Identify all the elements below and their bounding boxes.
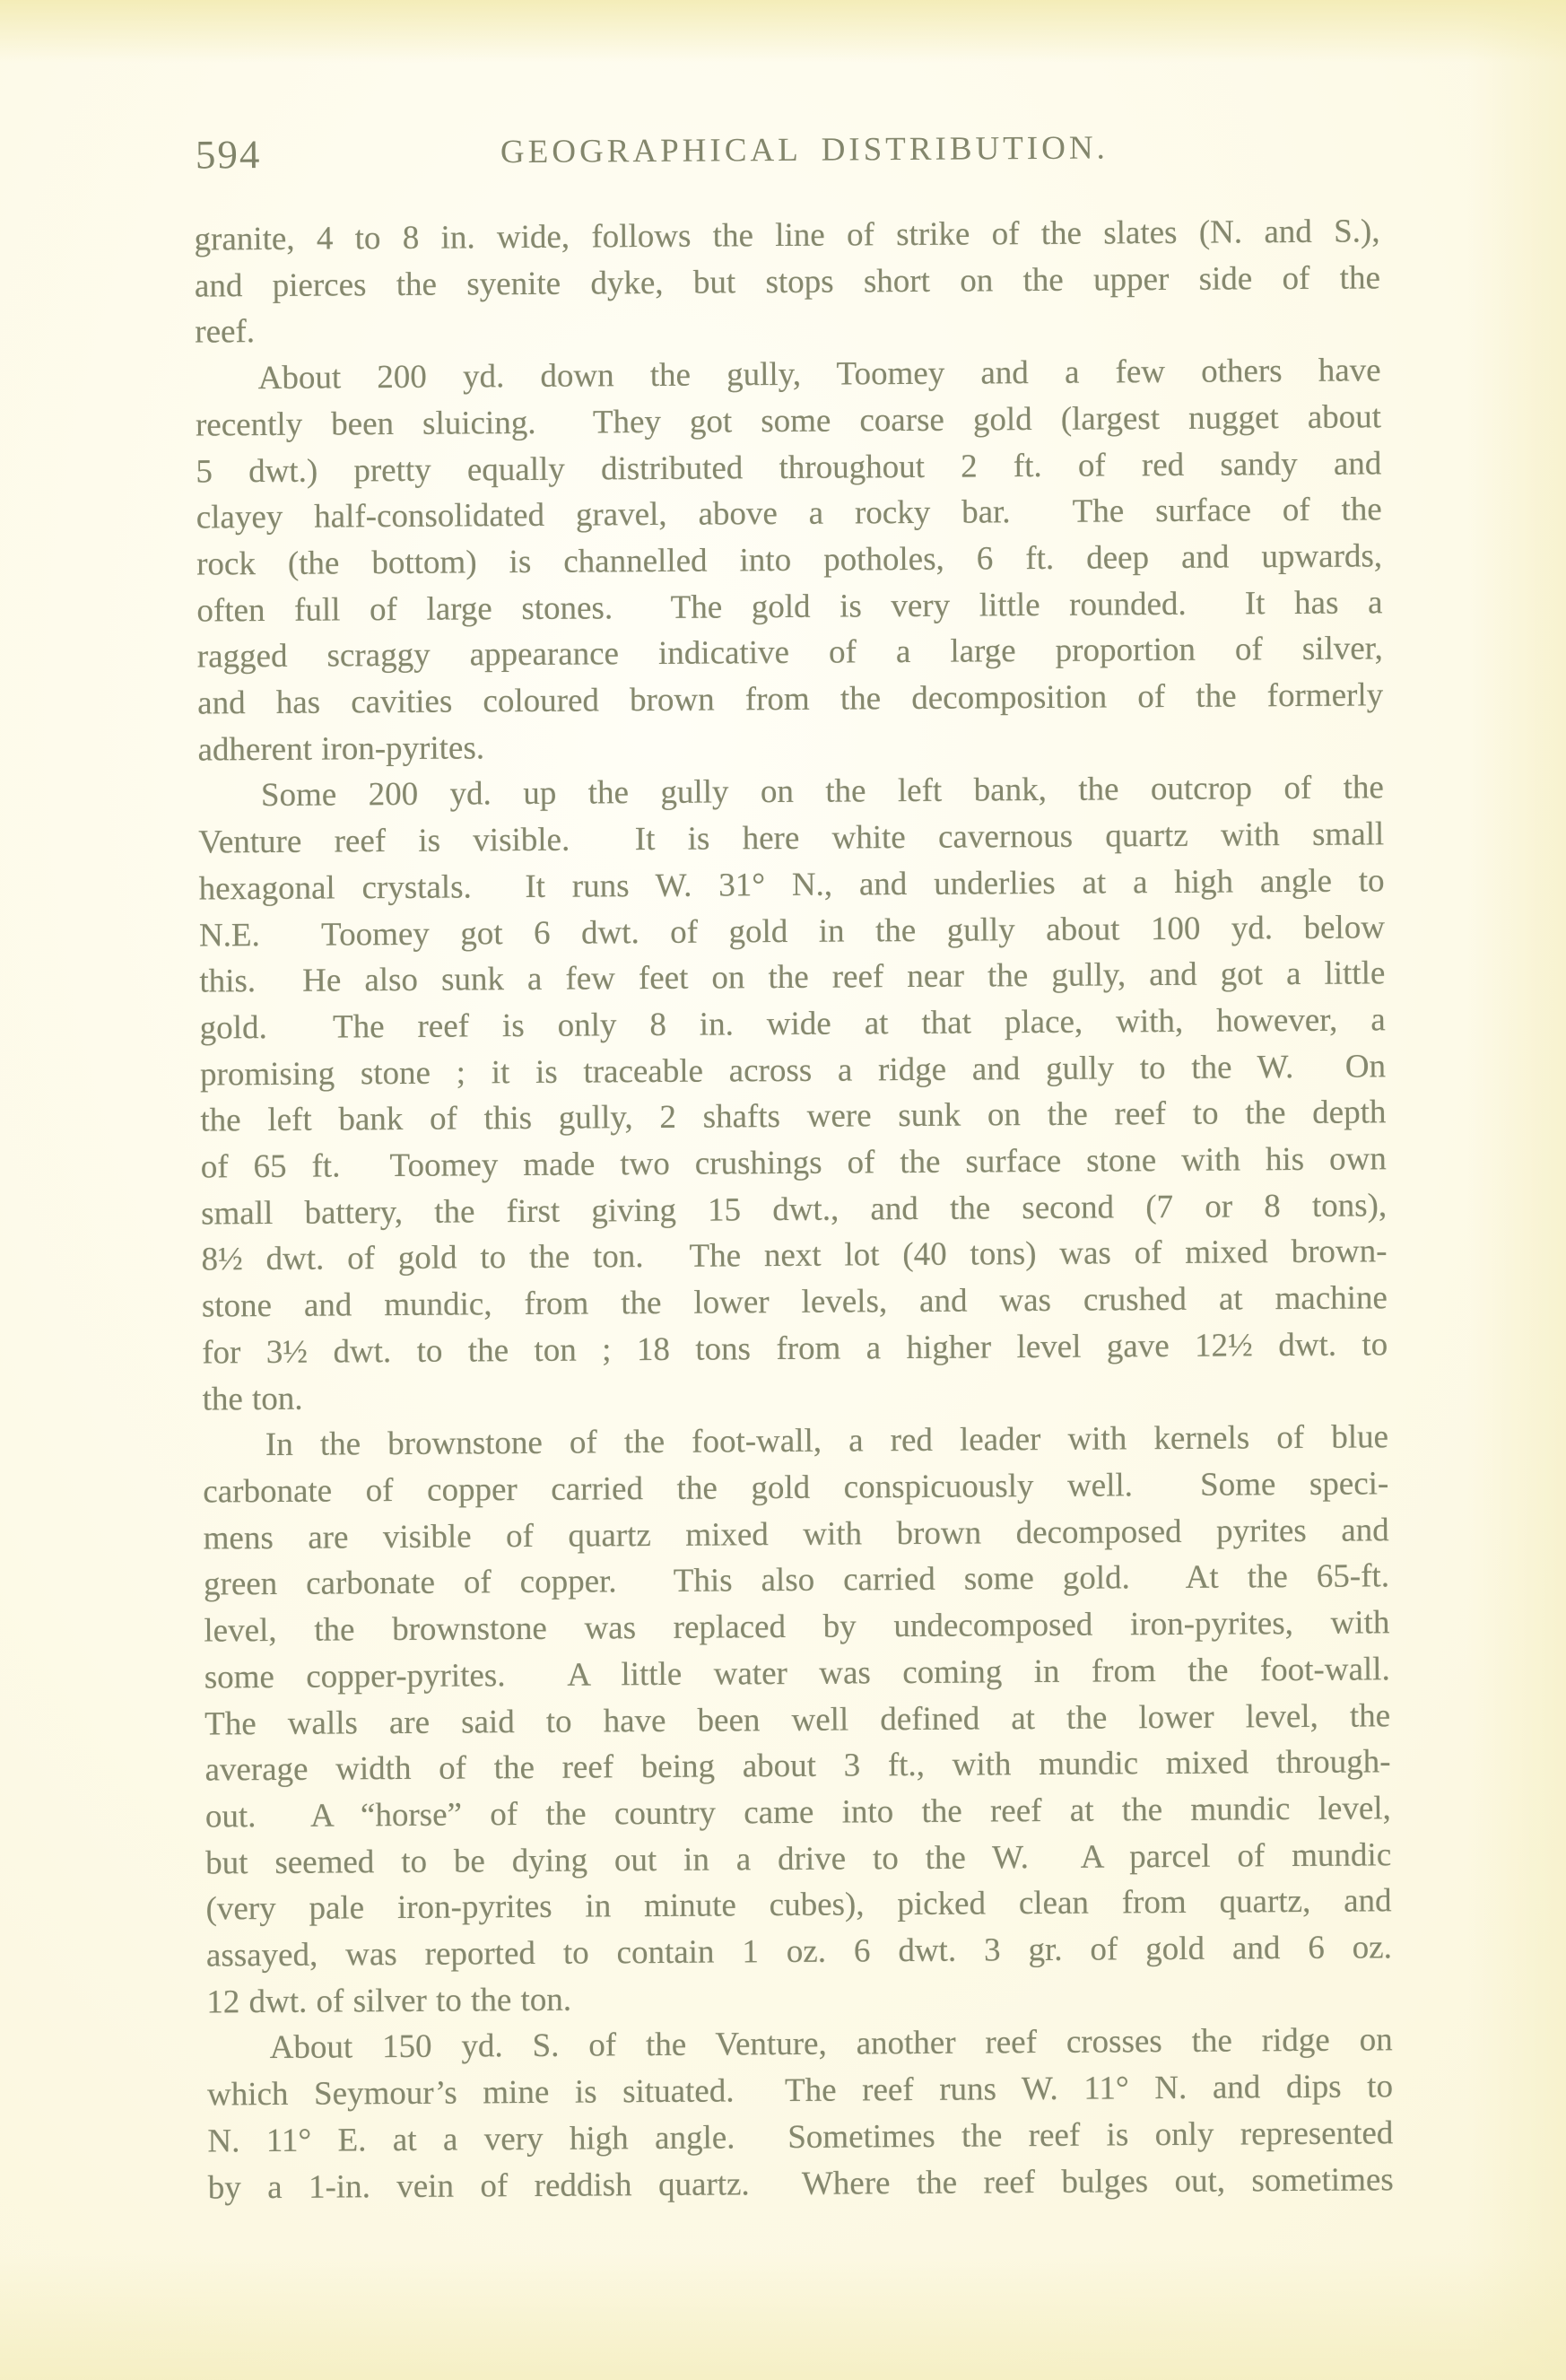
text-line: Some 200 yd. up the gully on the left bank, the outcrop of the	[260, 769, 1385, 815]
paragraph	[206, 2018, 1393, 2211]
text-line: which Seymour’s mine is situated. The reef runs W. 11° N. and dips to	[206, 2068, 1394, 2114]
text-line: average width of the reef being about 3 ft., with mundic mixed through-	[204, 1743, 1391, 1789]
text-line: N. 11° E. at a very high angle. Sometimes the reef is only represented	[207, 2114, 1394, 2160]
text-line: the ton.	[202, 1380, 303, 1418]
text-line: promising stone ; it is traceable across a ridge and gully to the W. On	[199, 1047, 1387, 1094]
text-line: carbonate of copper carried the gold conspicuously well. Some speci-	[203, 1465, 1389, 1511]
text-line: gold. The reef is only 8 in. wide at that place, with, however, a	[199, 1001, 1386, 1047]
page-number: 594	[195, 132, 262, 178]
text-line: Venture reef is visible. It is here white cavernous quartz with small	[198, 815, 1385, 861]
text-line: The walls are said to have been well defined at the lower level, the	[204, 1696, 1391, 1743]
text-line: 12 dwt. of silver to the ton.	[206, 1981, 572, 2021]
text-line: clayey half-consolidated gravel, above a rocky bar. The surface of the	[196, 491, 1382, 536]
text-line: In the brownstone of the foot-wall, a red leader with kernels of blue	[265, 1418, 1389, 1464]
text-line: out. A “horse” of the country came into the reef at the mundic level,	[204, 1790, 1391, 1835]
text-line: by a 1-in. vein of reddish quartz. Where the reef bulges out, sometimes	[207, 2160, 1394, 2207]
text-line: stone and mundic, from the lower levels, and was crushed at machine	[201, 1279, 1388, 1325]
text-line: for 3½ dwt. to the ton ; 18 tons from a higher level gave 12½ dwt. to	[202, 1326, 1388, 1372]
text-line: N.E. Toomey got 6 dwt. of gold in the gully about 100 yd. below	[198, 908, 1386, 955]
text-line: some copper-pyrites. A little water was coming in from the foot-wall.	[204, 1651, 1390, 1696]
text-line: 8½ dwt. of gold to the ton. The next lot (40 tons) was of mixed brown-	[201, 1233, 1388, 1278]
paragraph	[194, 208, 1380, 355]
text-line: the left bank of this gully, 2 shafts were sunk on the reef to the depth	[200, 1094, 1387, 1139]
text-line: 5 dwt.) pretty equally distributed throughout 2 ft. of red sandy and	[196, 444, 1382, 491]
page-body	[194, 208, 1393, 2210]
text-line: reef.	[195, 313, 256, 351]
text-line: and has cavities coloured brown from the decomposition of the formerly	[197, 676, 1384, 722]
text-line: but seemed to be dying out in a drive to the W. A parcel of mundic	[205, 1835, 1392, 1882]
paragraph	[195, 347, 1383, 773]
text-line: rock (the bottom) is channelled into potholes, 6 ft. deep and upwards,	[196, 537, 1383, 583]
text-line: mens are visible of quartz mixed with brown decomposed pyrites and	[203, 1511, 1389, 1557]
text-line: small battery, the first giving 15 dwt., and the second (7 or 8 tons),	[201, 1187, 1388, 1233]
text-line: of 65 ft. Toomey made two crushings of the surface stone with his own	[200, 1140, 1387, 1186]
running-head	[194, 121, 1379, 176]
text-line: About 200 yd. down the gully, Toomey and a few others have	[257, 352, 1381, 397]
text-line: hexagonal crystals. It runs W. 31° N., and underlies at a high angle to	[198, 862, 1385, 908]
paragraph	[203, 1415, 1393, 2026]
paragraph	[198, 765, 1388, 1423]
running-title: GEOGRAPHICAL DISTRIBUTION.	[500, 129, 1109, 171]
text-line: level, the brownstone was replaced by undecomposed iron-pyrites, with	[204, 1604, 1390, 1650]
text-line: granite, 4 to 8 in. wide, follows the line of strike of the slates (N. and S.),	[194, 213, 1380, 258]
text-line: ragged scraggy appearance indicative of a large proportion of silver,	[196, 630, 1383, 676]
text-line: About 150 yd. S. of the Venture, another reef crosses the ridge on	[269, 2021, 1393, 2067]
text-line: and pierces the syenite dyke, but stops short on the upper side of the	[194, 259, 1381, 305]
text-line: green carbonate of copper. This also carried some gold. At the 65-ft.	[203, 1557, 1390, 1603]
text-line: (very pale iron-pyrites in minute cubes), picked clean from quartz, and	[205, 1882, 1392, 1928]
text-line: often full of large stones. The gold is very little rounded. It has a	[196, 583, 1383, 630]
text-line: this. He also sunk a few feet on the reef near the gully, and got a little	[199, 955, 1386, 1000]
text-line: assayed, was reported to contain 1 oz. 6 dwt. 3 gr. of gold and 6 oz.	[205, 1929, 1393, 1975]
text-line: adherent iron-pyrites.	[197, 729, 485, 769]
text-line: recently been sluicing. They got some coarse gold (largest nugget about	[195, 398, 1382, 444]
